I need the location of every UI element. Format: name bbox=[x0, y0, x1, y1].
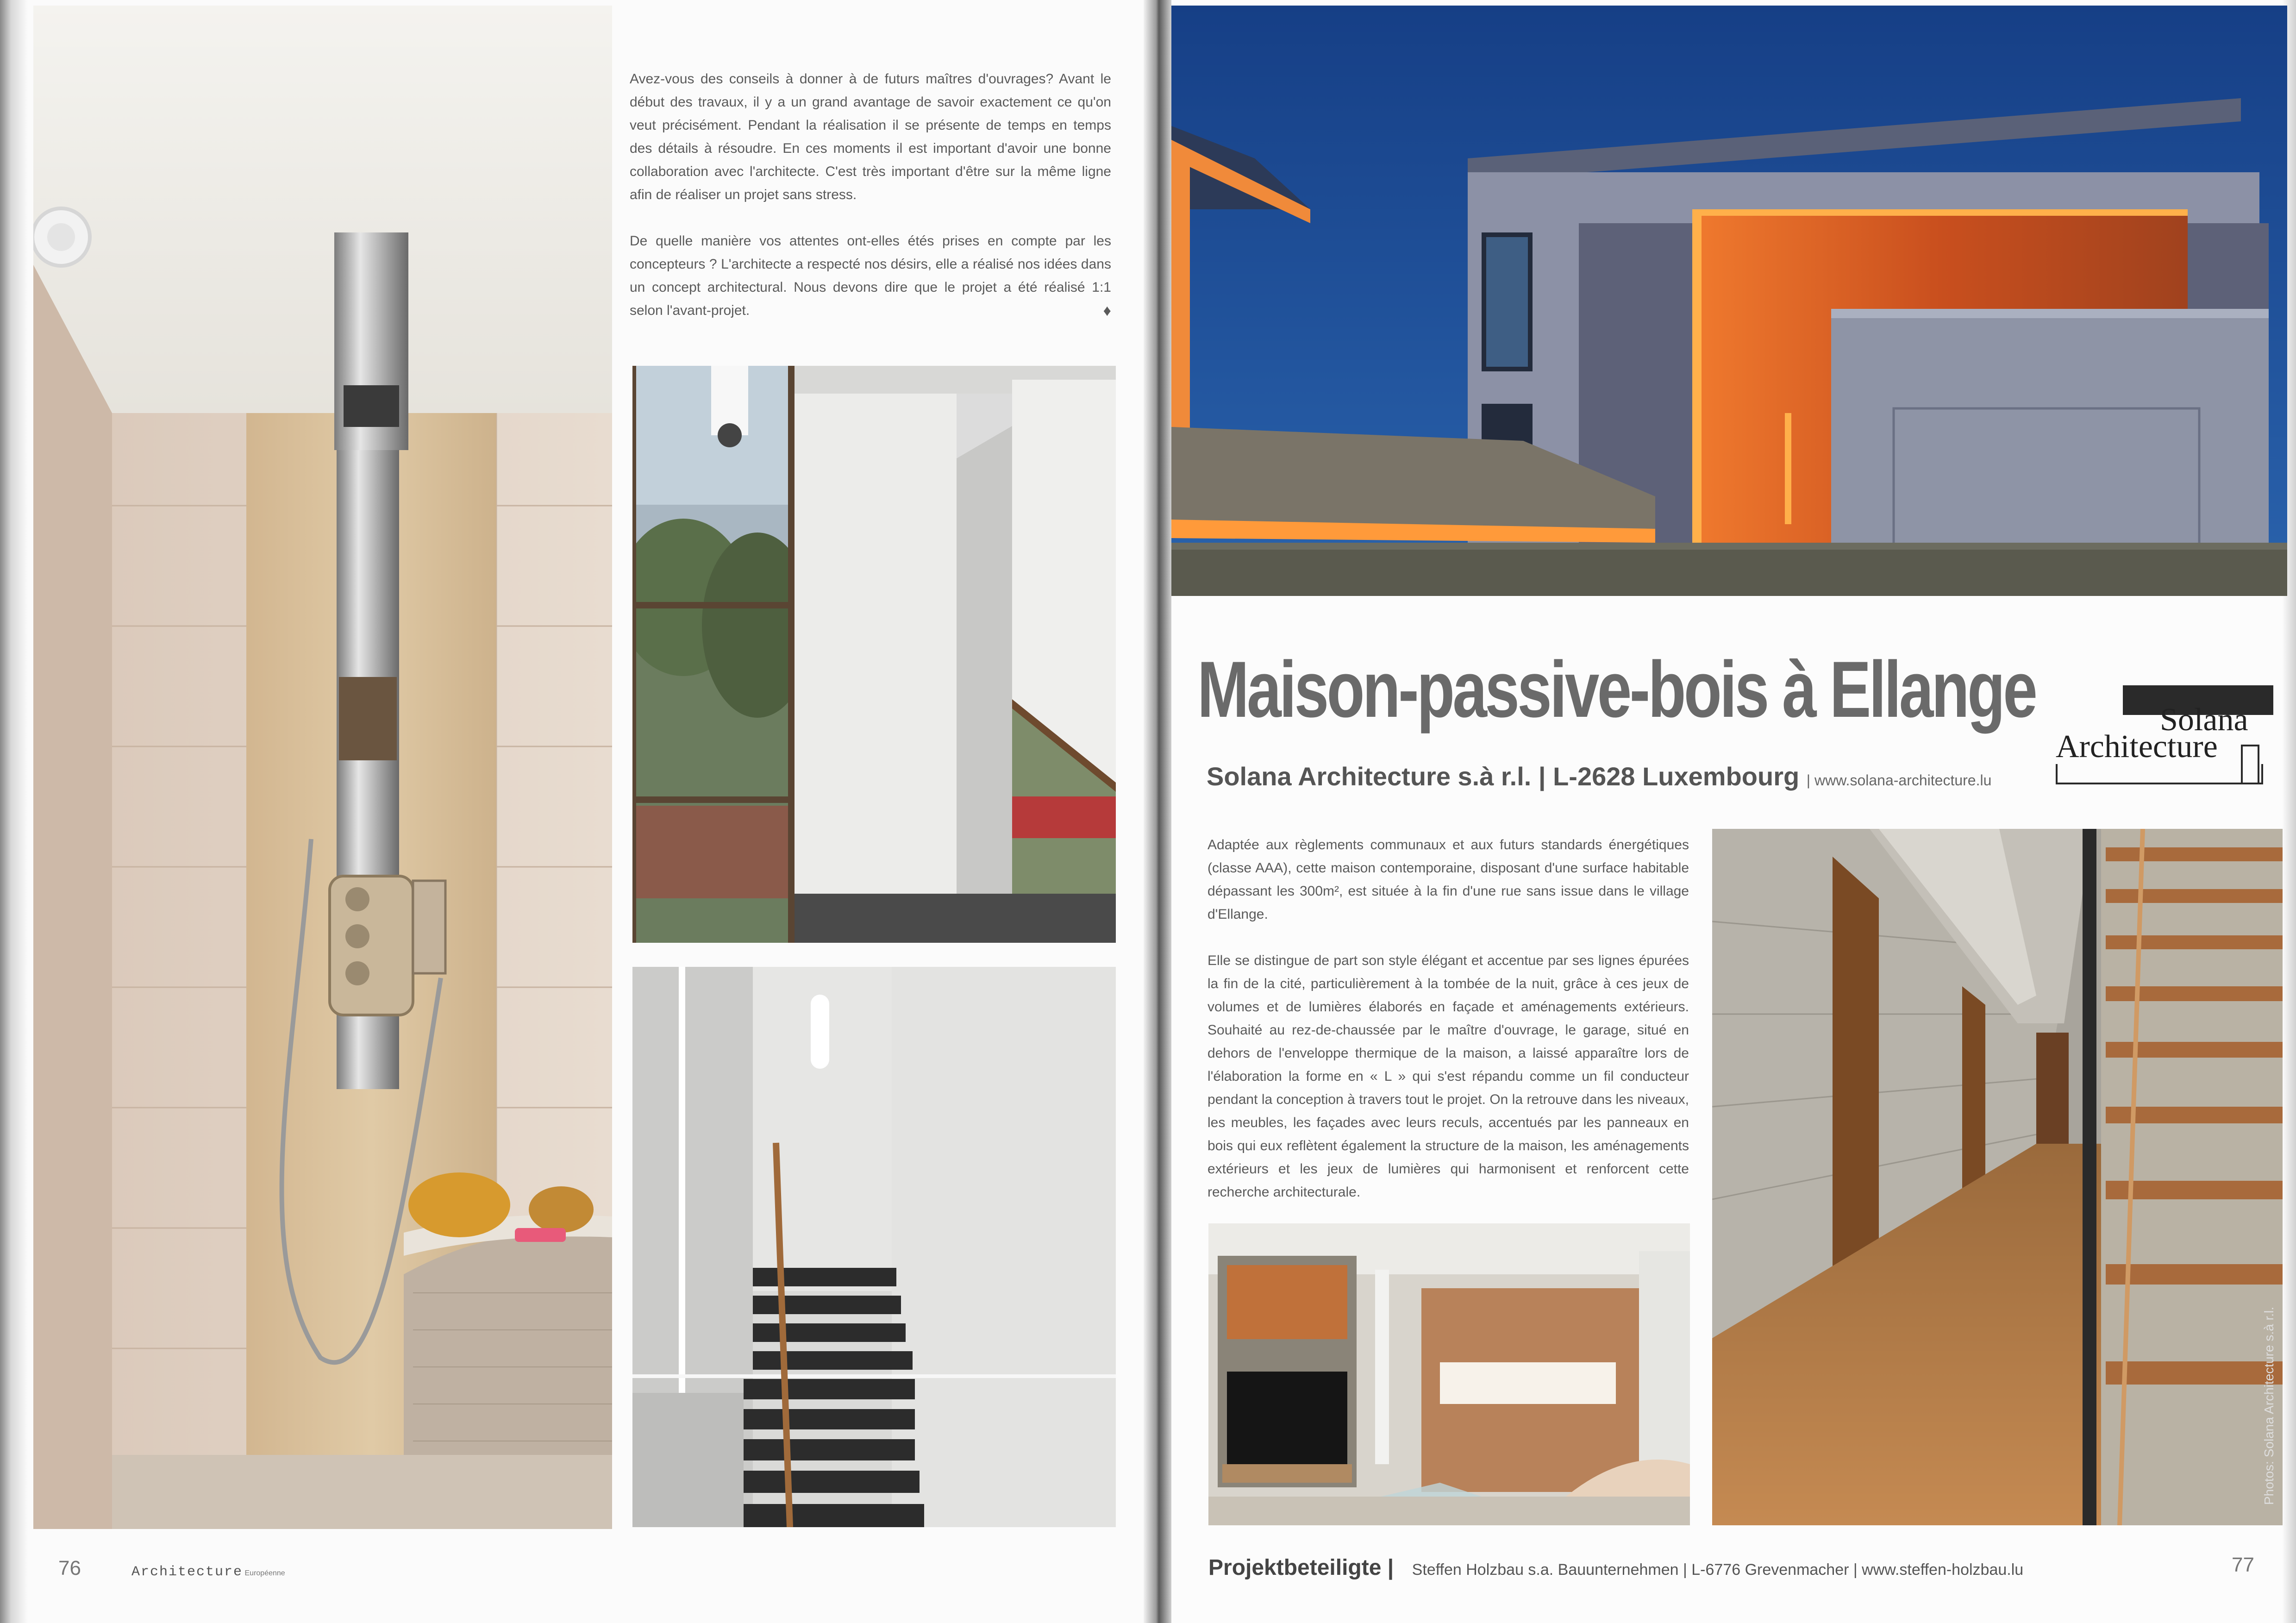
footer-credits bbox=[1208, 1555, 2023, 1580]
footer-label: Projektbeteiligte | bbox=[1208, 1555, 1394, 1580]
magazine-name bbox=[131, 1564, 285, 1580]
right-page bbox=[1171, 0, 2296, 1623]
architect-url: | www.solana-architecture.lu bbox=[1806, 772, 1992, 789]
house-exterior-photo bbox=[1171, 6, 2287, 596]
staircase-photo bbox=[632, 967, 1116, 1527]
logo-frame-right bbox=[2241, 745, 2259, 784]
solana-architecture-logo bbox=[2056, 685, 2273, 787]
article-body bbox=[1207, 833, 1689, 1227]
article-paragraph-1: Adaptée aux règlements communaux et aux futurs standards énergétiques (classe AAA), cette maison contemporaine, disposant d'une surface habitable dépassant les 300m², est située à la fin d'une rue sans issue dans le village d'Ellange. bbox=[1207, 837, 1689, 922]
article-paragraph-2: Elle se distingue de part son style élégant et accentue par ses lignes épurées la fin de la cité, particulièrement à la tombée de la nuit, grâce à ces jeux de volumes et de lumières élaborés en façade et aménagements extérieurs. Souhaité au rez-de-chaussée par le maître d'ouvrage, le garage, situé en dehors de l'enveloppe thermique de la maison, a laissé apparaître lors de l'élaboration la forme en « L » qui s'est répandu comme un fil conducteur pendant la conception à travers tout le projet. On la retrouve dans les niveaux, les meubles, les façades avec leurs reculs, accentués par les panneaux en bois qui eux reflètent également la structure de la maison, les aménagements extérieurs et les jeux de lumières qui harmonisent et renforcent cette recherche architecturale. bbox=[1207, 953, 1689, 1200]
qa-text bbox=[630, 68, 1111, 322]
spine-gutter bbox=[1144, 0, 1171, 1623]
end-mark: ♦ bbox=[1103, 302, 1111, 320]
living-room-photo bbox=[1208, 1223, 1690, 1525]
magazine-title: Architecture bbox=[131, 1564, 243, 1580]
photo-credit: Photos: Solana Architecture s.à r.l. bbox=[2262, 1306, 2276, 1505]
architect-firm: Solana Architecture s.à r.l. | L-2628 Luxembourg bbox=[1207, 762, 1800, 791]
page-edge bbox=[0, 0, 28, 1623]
article-title: Maison-passive-bois à Ellange bbox=[1197, 645, 2036, 734]
qa-paragraph-2: De quelle manière vos attentes ont-elles étés prises en compte par les concepteurs ? L'architecte a respecté nos désirs, elle a réalisé nos idées dans un concept architectural. Nous devons dire que le projet a été réalisé 1:1 selon l'avant-projet. bbox=[630, 233, 1111, 318]
qa-paragraph-1: Avez-vous des conseils à donner à de futurs maîtres d'ouvrages? Avant le début des travaux, il y a un grand avantage de savoir exactement ce qu'on veut précisément. Pendant la réalisation il se présente de temps en temps des détails à résoudre. En ces moments il est important d'avoir une bonne collaboration avec l'architecte. C'est très important d'être sur la même ligne afin de réaliser un projet sans stress. bbox=[630, 71, 1111, 202]
magazine-subtitle: Européenne bbox=[244, 1569, 285, 1577]
shower-photo bbox=[33, 6, 612, 1529]
logo-line-1: Solana bbox=[2160, 702, 2248, 738]
logo-frame bbox=[2056, 764, 2263, 784]
page-number-left: 76 bbox=[58, 1557, 81, 1579]
footer-contractor: Steffen Holzbau s.a. Bauunternehmen | L-6776 Grevenmacher | www.steffen-holzbau.lu bbox=[1412, 1561, 2024, 1579]
stairwell-window-photo bbox=[632, 366, 1116, 943]
hallway-photo bbox=[1712, 829, 2283, 1525]
page-number-right: 77 bbox=[2232, 1554, 2254, 1576]
article-subtitle bbox=[1207, 761, 1991, 791]
logo-line-2: Architecture bbox=[2056, 729, 2218, 765]
